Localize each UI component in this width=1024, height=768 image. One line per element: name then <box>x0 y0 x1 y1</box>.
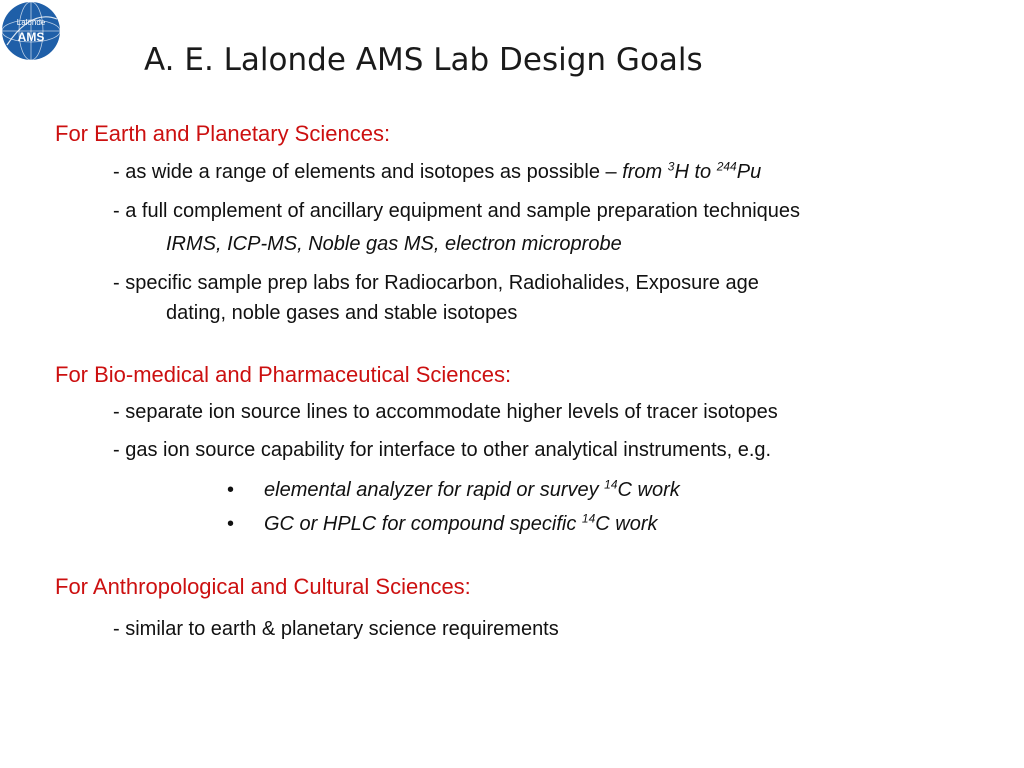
plutonium-mass: 244 <box>716 159 737 174</box>
earth-item-1 <box>113 161 761 184</box>
bio-item-1: - separate ion source lines to accommodate higher levels of tracer isotopes <box>113 401 778 423</box>
earth-item-1-prefix: - as wide a range of elements and isotopes as possible – <box>113 161 623 183</box>
earth-item-2-line-2: IRMS, ICP-MS, Noble gas MS, electron microprobe <box>166 233 622 255</box>
page-title: A. E. Lalonde AMS Lab Design Goals <box>144 42 703 78</box>
bio-bullet-1-after: C work <box>617 479 680 501</box>
bio-bullet-2 <box>264 513 658 536</box>
anthro-heading: For Anthropological and Cultural Sciences: <box>55 574 471 599</box>
earth-heading: For Earth and Planetary Sciences: <box>55 121 391 146</box>
carbon-mass-1: 14 <box>604 477 618 492</box>
logo-big-text: AMS <box>17 30 45 44</box>
bio-bullet-2-before: GC or HPLC for compound specific <box>264 513 582 535</box>
earth-item-2-line-1: - a full complement of ancillary equipment and sample preparation techniques <box>113 200 801 222</box>
lalonde-ams-logo <box>1 1 61 61</box>
anthro-item-1: - similar to earth & planetary science requirements <box>113 618 559 640</box>
bio-bullet-2-after: C work <box>595 513 658 535</box>
bio-bullet-1-before: elemental analyzer for rapid or survey <box>264 479 605 501</box>
hydrogen-mass: 3 <box>667 159 675 174</box>
bullet-marker-2: • <box>227 513 235 535</box>
earth-item-3-line-1: - specific sample prep labs for Radiocarbon, Radiohalides, Exposure age <box>113 272 759 294</box>
carbon-mass-2: 14 <box>581 511 596 526</box>
earth-item-1-from: from <box>622 161 668 183</box>
bio-heading: For Bio-medical and Pharmaceutical Sciences: <box>55 362 512 387</box>
bio-item-2: - gas ion source capability for interface to other analytical instruments, e.g. <box>113 439 772 461</box>
logo-small-text: Lalonde <box>16 18 46 27</box>
earth-item-3-line-2: dating, noble gases and stable isotopes <box>166 302 518 324</box>
bio-bullet-1 <box>264 479 680 502</box>
hydrogen-symbol: H to <box>674 161 717 183</box>
plutonium-symbol: Pu <box>736 161 762 183</box>
bullet-marker-1: • <box>227 479 235 501</box>
